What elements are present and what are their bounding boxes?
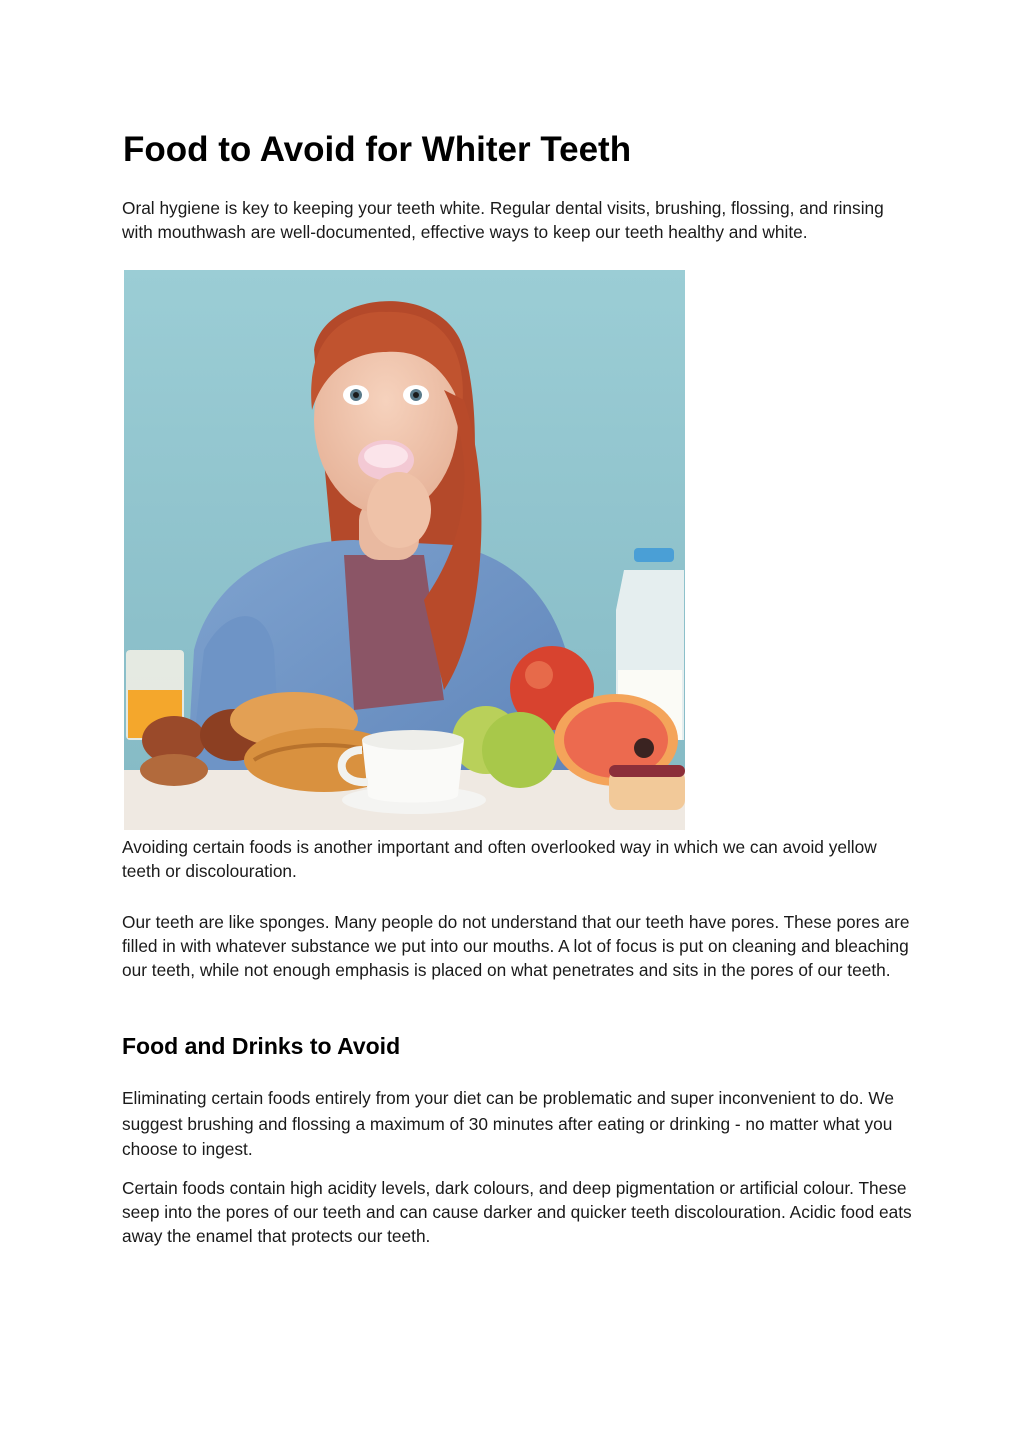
- paragraph-teeth-sponges: Our teeth are like sponges. Many people do not understand that our teeth have pores. These pores are filled in with whatever substance we put into our mouths. A lot of focus is put on cleaning and bleaching our teeth, while not enough emphasis is placed on what penetrates and sits in the pores of our teeth.: [122, 912, 910, 980]
- paragraph-acidity: Certain foods contain high acidity levels, dark colours, and deep pigmentation or artificial colour. These seep into the pores of our teeth and can cause darker and quicker teeth discolouration. Acidic food eats away the enamel that protects our teeth.: [122, 1178, 912, 1246]
- paragraph-eliminating-foods: Eliminating certain foods entirely from your diet can be problematic and super inconvenient to do. We suggest brushing and flossing a maximum of 30 minutes after eating or drinking - no matter what you choose to ingest.: [122, 1088, 894, 1159]
- article-photo: [124, 270, 685, 830]
- paragraph-avoiding-foods: Avoiding certain foods is another important and often overlooked way in which we can avoid yellow teeth or discolouration.: [122, 837, 877, 881]
- section-heading: Food and Drinks to Avoid: [122, 1033, 401, 1059]
- page-title: Food to Avoid for Whiter Teeth: [123, 130, 632, 169]
- intro-paragraph: Oral hygiene is key to keeping your teeth white. Regular dental visits, brushing, flossing, and rinsing with mouthwash are well-documented, effective ways to keep our teeth healthy and white.: [122, 198, 884, 242]
